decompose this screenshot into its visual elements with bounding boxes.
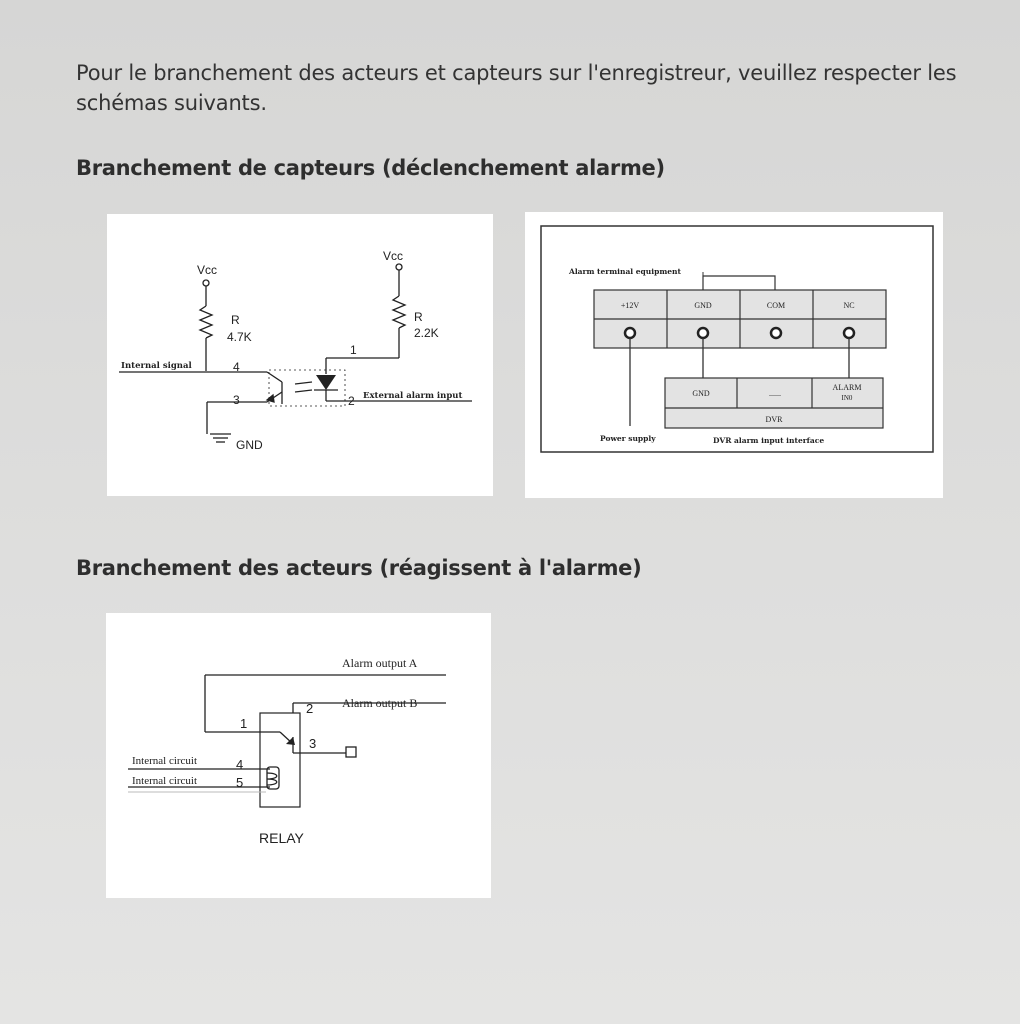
relay-svg [106, 613, 491, 898]
internal-signal-label: Internal signal [121, 361, 192, 371]
alarm-output-b-label: Alarm output B [342, 696, 418, 710]
relay-diagram [106, 613, 491, 898]
r-left-value: 4.7K [227, 330, 252, 344]
relay-pin-2-label: 2 [306, 701, 314, 716]
relay-pin-3-label: 3 [309, 736, 317, 751]
internal-circuit-1-label: Internal circuit [132, 755, 198, 767]
r-left-label: R [231, 313, 240, 327]
intro-text: Pour le branchement des acteurs et capteurs sur l'enregistreur, veuillez respecter les schémas suivants. [76, 61, 957, 115]
actuators-heading: Branchement des acteurs (réagissent à l'alarme) [76, 556, 642, 580]
dvr-wiring-svg [525, 212, 943, 498]
alarm-terminal-label: Alarm terminal equipment [569, 267, 681, 276]
alarm-output-a-label: Alarm output A [342, 656, 418, 670]
terminal-3-square [346, 747, 356, 757]
pin-1-label: 1 [350, 343, 357, 357]
screw-nc [844, 328, 854, 338]
dvr-interface-label: DVR alarm input interface [713, 436, 825, 445]
vcc-right-label: Vcc [383, 249, 404, 263]
vcc-right-terminal [396, 264, 402, 270]
dvr-dots-label: ...... [769, 389, 781, 398]
pin-2-label: 2 [348, 394, 355, 408]
dvr-alarm-label: ALARM [832, 383, 862, 392]
relay-label: RELAY [259, 830, 304, 846]
screw-gnd [698, 328, 708, 338]
screw-com [771, 328, 781, 338]
dvr-in0-label: IN0 [841, 394, 853, 402]
relay-pin-5-label: 5 [236, 775, 244, 790]
relay-pin-4-label: 4 [236, 757, 244, 772]
dvr-wiring-diagram [525, 212, 943, 498]
sensor-circuit-svg [107, 214, 493, 496]
vcc-left-terminal [203, 280, 209, 286]
pin-4-label: 4 [233, 360, 240, 374]
resistor-left [200, 306, 212, 338]
dvr-gnd-label: GND [692, 389, 710, 398]
terminal-gnd-label: GND [694, 301, 712, 310]
led-symbol [316, 375, 336, 390]
power-supply-label: Power supply [600, 434, 656, 443]
relay-box [260, 713, 300, 807]
terminal-com-label: COM [766, 301, 786, 310]
pin-3-label: 3 [233, 393, 240, 407]
vcc-left-label: Vcc [197, 263, 218, 277]
internal-circuit-2-label: Internal circuit [132, 775, 198, 787]
gnd-label: GND [236, 438, 263, 452]
terminal-nc-label: NC [843, 301, 855, 310]
dvr-label: DVR [765, 415, 783, 424]
sensor-circuit-diagram [107, 214, 493, 496]
resistor-right [393, 296, 405, 328]
relay-pin-1-label: 1 [240, 716, 248, 731]
sensors-heading: Branchement de capteurs (déclenchement alarme) [76, 156, 665, 180]
external-alarm-input-label: External alarm input [363, 391, 463, 401]
terminal-12v-label: +12V [620, 301, 640, 310]
r-right-label: R [414, 310, 423, 324]
r-right-value: 2.2K [414, 326, 439, 340]
screw-12v [625, 328, 635, 338]
